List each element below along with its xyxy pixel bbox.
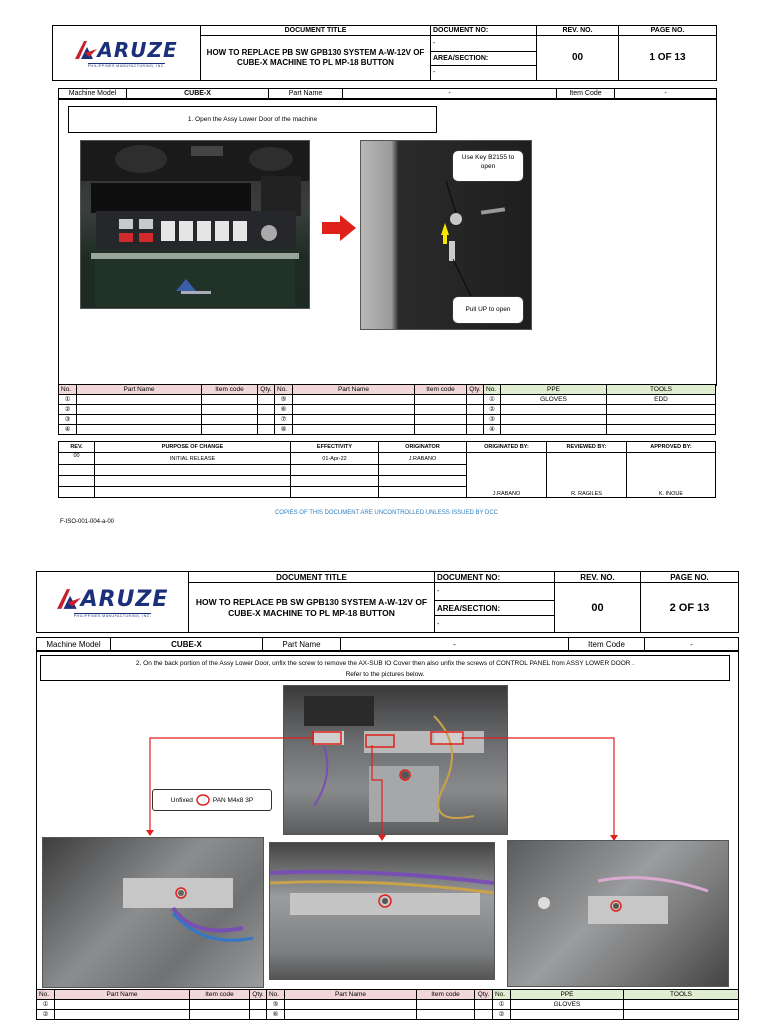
rev-value: 00: [59, 453, 95, 465]
col-no-2: No.: [267, 990, 285, 1000]
col-item-code-2: Item code: [417, 990, 475, 1000]
page-no-label: PAGE NO.: [641, 572, 739, 583]
col-qty-2: Qty.: [475, 990, 493, 1000]
logo-subtitle: PHILIPPINES MANUFACTURING, INC.: [87, 64, 166, 68]
col-no: No.: [59, 385, 77, 395]
logo-subtitle: PHILIPPINES MANUFACTURING, INC.: [73, 613, 152, 618]
approved-by-signature: K. INOUE: [627, 453, 716, 498]
row-num: ②: [484, 405, 501, 415]
doc-title-label: DOCUMENT TITLE: [201, 26, 431, 36]
col-item-code-2: Item code: [415, 385, 467, 395]
unfixed-legend: [152, 789, 272, 811]
col-tools: TOOLS: [624, 990, 739, 1000]
aruze-logo-mark-icon: [57, 589, 81, 609]
doc-title: HOW TO REPLACE PB SW GPB130 SYSTEM A-W-12V OF CUBE-X MACHINE TO PL MP-18 BUTTON: [189, 583, 435, 633]
row-num: ③: [59, 415, 77, 425]
header-table-2: [36, 571, 739, 633]
col-no: No.: [37, 990, 55, 1000]
legend-suffix: PAN M4x8 3P: [212, 796, 254, 804]
part-name-label: Part Name: [263, 638, 341, 651]
machine-model-label: Machine Model: [59, 89, 127, 99]
row-num: ⑧: [275, 425, 293, 435]
row-num: ①: [484, 395, 501, 405]
col-tools: TOOLS: [607, 385, 716, 395]
uncontrolled-copy-notice: COPIES OF THIS DOCUMENT ARE UNCONTROLLED UNLESS ISSUED BY DCC: [274, 510, 499, 516]
reviewed-by-signature: R. RAGILES: [547, 453, 627, 498]
row-num: ②: [59, 405, 77, 415]
step-instruction-line-1: 2. On the back portion of the Assy Lower Door, unfix the screw to remove the AX-SUB IO Cover then also unfix the screws of CONTROL PANEL from ASSY LOWER DOOR .: [135, 660, 635, 667]
rev-no-label: REV. NO.: [555, 572, 641, 583]
legend-prefix: Unfixed: [170, 796, 193, 804]
detail-photo-center: [269, 842, 495, 980]
connector-lines: [0, 700, 768, 860]
page-no-label: PAGE NO.: [619, 26, 717, 36]
row-num: ①: [493, 1000, 511, 1010]
col-part-name: Part Name: [77, 385, 202, 395]
purpose-col: PURPOSE OF CHANGE: [95, 442, 291, 453]
row-num: ⑥: [275, 405, 293, 415]
item-code-value: -: [615, 89, 717, 99]
row-num: ④: [59, 425, 77, 435]
col-part-name-2: Part Name: [285, 990, 417, 1000]
table-row: [37, 1010, 739, 1020]
approved-by-col: APPROVED BY:: [627, 442, 716, 453]
col-no-2: No.: [275, 385, 293, 395]
col-ppe: PPE: [511, 990, 624, 1000]
reviewed-by-col: REVIEWED BY:: [547, 442, 627, 453]
table-row: [37, 1000, 739, 1010]
detail-right-illustration: [508, 841, 728, 986]
col-qty-2: Qty.: [467, 385, 484, 395]
effectivity-value: 01-Apr-22: [291, 453, 379, 465]
doc-no-label: DOCUMENT NO:: [435, 572, 555, 583]
row-num: ②: [493, 1010, 511, 1020]
item-code-label: Item Code: [557, 89, 615, 99]
red-circle-icon: [196, 794, 210, 806]
ppe-item: GLOVES: [511, 1000, 624, 1010]
ppe-item: GLOVES: [501, 395, 607, 405]
doc-no-label: DOCUMENT NO:: [431, 26, 537, 36]
effectivity-col: EFFECTIVITY: [291, 442, 379, 453]
col-qty: Qty.: [258, 385, 275, 395]
row-num: ⑦: [275, 415, 293, 425]
step-instruction-text: 1. Open the Assy Lower Door of the machine: [187, 116, 318, 123]
col-no-ppe: No.: [493, 990, 511, 1000]
col-ppe: PPE: [501, 385, 607, 395]
rev-no-value: 00: [555, 583, 641, 633]
form-number: F-ISO-001-004-a-00: [60, 519, 115, 525]
item-code-label: Item Code: [569, 638, 645, 651]
row-num: ④: [484, 425, 501, 435]
originated-by-signature: J.RABANO: [467, 453, 547, 498]
rev-col: REV.: [59, 442, 95, 453]
info-row-2: [36, 637, 739, 651]
logo-text: ARUZE: [97, 38, 178, 62]
area-value: -: [435, 616, 555, 633]
row-num: ③: [484, 415, 501, 425]
tool-item: EDD: [607, 395, 716, 405]
machine-model-label: Machine Model: [37, 638, 111, 651]
doc-title: HOW TO REPLACE PB SW GPB130 SYSTEM A-W-12V OF CUBE-X MACHINE TO PL MP-18 BUTTON: [201, 35, 431, 80]
part-name-value: -: [343, 89, 557, 99]
detail-photo-left: [42, 837, 264, 988]
col-no-ppe: No.: [484, 385, 501, 395]
col-item-code: Item code: [190, 990, 250, 1000]
area-label: AREA/SECTION:: [435, 601, 555, 616]
logo-text: ARUZE: [80, 586, 169, 612]
page-no-value: 1 OF 13: [619, 35, 717, 80]
col-item-code: Item code: [202, 385, 258, 395]
area-label: AREA/SECTION:: [431, 52, 537, 65]
step-instruction-2: [40, 655, 730, 681]
row-num: ⑥: [267, 1010, 285, 1020]
originator-value: J.RABANO: [379, 453, 467, 465]
row-num: ⑤: [267, 1000, 285, 1010]
doc-no-value: -: [435, 583, 555, 601]
logo-cell-2: [37, 572, 189, 633]
originated-by-col: ORIGINATED BY:: [467, 442, 547, 453]
part-name-value: -: [341, 638, 569, 651]
row-num: ⑤: [275, 395, 293, 405]
detail-center-illustration: [270, 843, 494, 979]
rev-no-label: REV. NO.: [537, 26, 619, 36]
row-num: ①: [59, 395, 77, 405]
originator-col: ORIGINATOR: [379, 442, 467, 453]
parts-table-2: [36, 989, 739, 1020]
doc-no-value: -: [431, 35, 537, 52]
doc-title-label: DOCUMENT TITLE: [189, 572, 435, 583]
machine-model-value: CUBE-X: [127, 89, 269, 99]
purpose-value: INITIAL RELEASE: [95, 453, 291, 465]
rev-no-value: 00: [537, 35, 619, 80]
col-part-name: Part Name: [55, 990, 190, 1000]
step-instruction-line-2: Refer to the pictures below.: [345, 671, 425, 678]
row-num: ②: [37, 1010, 55, 1020]
machine-model-value: CUBE-X: [111, 638, 263, 651]
col-part-name-2: Part Name: [293, 385, 415, 395]
part-name-label: Part Name: [269, 89, 343, 99]
row-num: ①: [37, 1000, 55, 1010]
page-no-value: 2 OF 13: [641, 583, 739, 633]
area-value: -: [431, 65, 537, 80]
use-key-callout-text: Use Key B2155 to open: [461, 154, 515, 170]
pull-up-callout-text: Pull UP to open: [465, 306, 511, 313]
item-code-value: -: [645, 638, 739, 651]
col-qty: Qty.: [250, 990, 267, 1000]
aruze-logo-2: [39, 587, 186, 618]
detail-photo-right: [507, 840, 729, 987]
detail-left-illustration: [43, 838, 263, 987]
